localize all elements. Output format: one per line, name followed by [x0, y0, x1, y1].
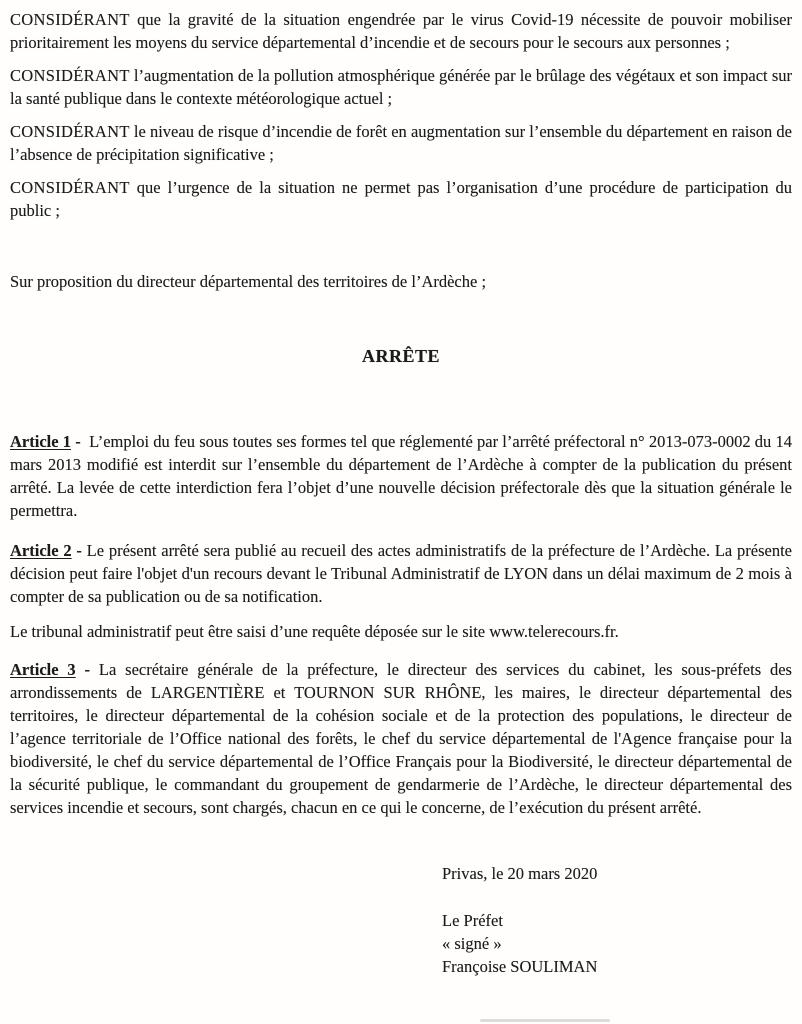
considerant-text: le niveau de risque d’incendie de forêt en augmentation sur l’ensemble du département en raison de l’absence de précipitation significative ;	[10, 122, 792, 164]
considerant-paragraph-4	[10, 176, 792, 222]
tribunal-note-line: Le tribunal administratif peut être saisi d’une requête déposée sur le site www.telerecours.fr.	[10, 622, 619, 641]
article-separator: -	[75, 660, 99, 679]
proposition-line: Sur proposition du directeur départemental des territoires de l’Ardèche ;	[10, 272, 487, 291]
article-1-label: Article 1	[10, 432, 72, 451]
article-3-paragraph	[10, 658, 792, 819]
scan-artifact-smudge	[480, 1019, 610, 1022]
article-separator: -	[71, 541, 87, 560]
article-3-text: La secrétaire générale de la préfecture, le directeur des services du cabinet, les sous-préfets des arrondissements de LARGENTIÈRE et TOURNON SUR RHÔNE, les maires, le directeur départemental des territoires, le directeur départemental de la cohésion sociale et de la protection des populations, le directeur de l’agence territoriale de l’Office national des forêts, le chef du service départemental de l'Agence française pour la biodiversité, le chef du service départemental de l’Office Français pour la Biodiversité, le directeur départemental de la sécurité publique, le commandant du groupement de gendarmerie de l’Ardèche, le directeur départemental des services incendie et secours, sont chargés, chacun en ce qui le concerne, de l’exécution du présent arrêté.	[10, 660, 792, 817]
signature-block	[442, 862, 792, 978]
considerant-paragraph-1	[10, 8, 792, 54]
considerant-paragraph-2	[10, 64, 792, 110]
article-1-text: L’emploi du feu sous toutes ses formes tel que réglementé par l’arrêté préfectoral n° 2013-073-0002 du 14 mars 2013 modifié est interdit sur l’ensemble du département de l’Ardèche à compter de la publication du présent arrêté. La levée de cette interdiction fera l’objet d’une nouvelle décision préfectorale dès que la situation générale le permettra.	[10, 432, 792, 520]
article-1-paragraph	[10, 430, 792, 522]
signature-role: Le Préfet	[442, 911, 503, 930]
signature-place-date: Privas, le 20 mars 2020	[442, 864, 598, 883]
considerant-text: l’augmentation de la pollution atmosphérique générée par le brûlage des végétaux et son impact sur la santé publique dans le contexte météorologique actuel ;	[10, 66, 792, 108]
considerant-paragraph-3	[10, 120, 792, 166]
considerant-text: que l’urgence de la situation ne permet pas l’organisation d’une procédure de participation du public ;	[10, 178, 792, 220]
decree-heading: ARRÊTE	[361, 346, 440, 366]
considerant-text: que la gravité de la situation engendrée par le virus Covid-19 nécessite de pouvoir mobiliser prioritairement les moyens du service départemental d’incendie et de secours pour le secours aux personnes ;	[10, 10, 792, 52]
article-separator: -	[71, 432, 90, 451]
signature-name: Françoise SOULIMAN	[442, 957, 598, 976]
article-2-label: Article 2	[10, 541, 72, 560]
considerant-label: CONSIDÉRANT	[10, 178, 130, 197]
considerant-label: CONSIDÉRANT	[10, 66, 130, 85]
considerant-label: CONSIDÉRANT	[10, 10, 130, 29]
signature-signed-mention: « signé »	[442, 934, 502, 953]
considerant-label: CONSIDÉRANT	[10, 122, 130, 141]
article-2-text: Le présent arrêté sera publié au recueil des actes administratifs de la préfecture de l’Ardèche. La présente décision peut faire l'objet d'un recours devant le Tribunal Administratif de LYON dans un délai maximum de 2 mois à compter de sa publication ou de sa notification.	[10, 541, 792, 606]
article-3-label: Article 3	[10, 660, 76, 679]
article-2-paragraph	[10, 539, 792, 608]
